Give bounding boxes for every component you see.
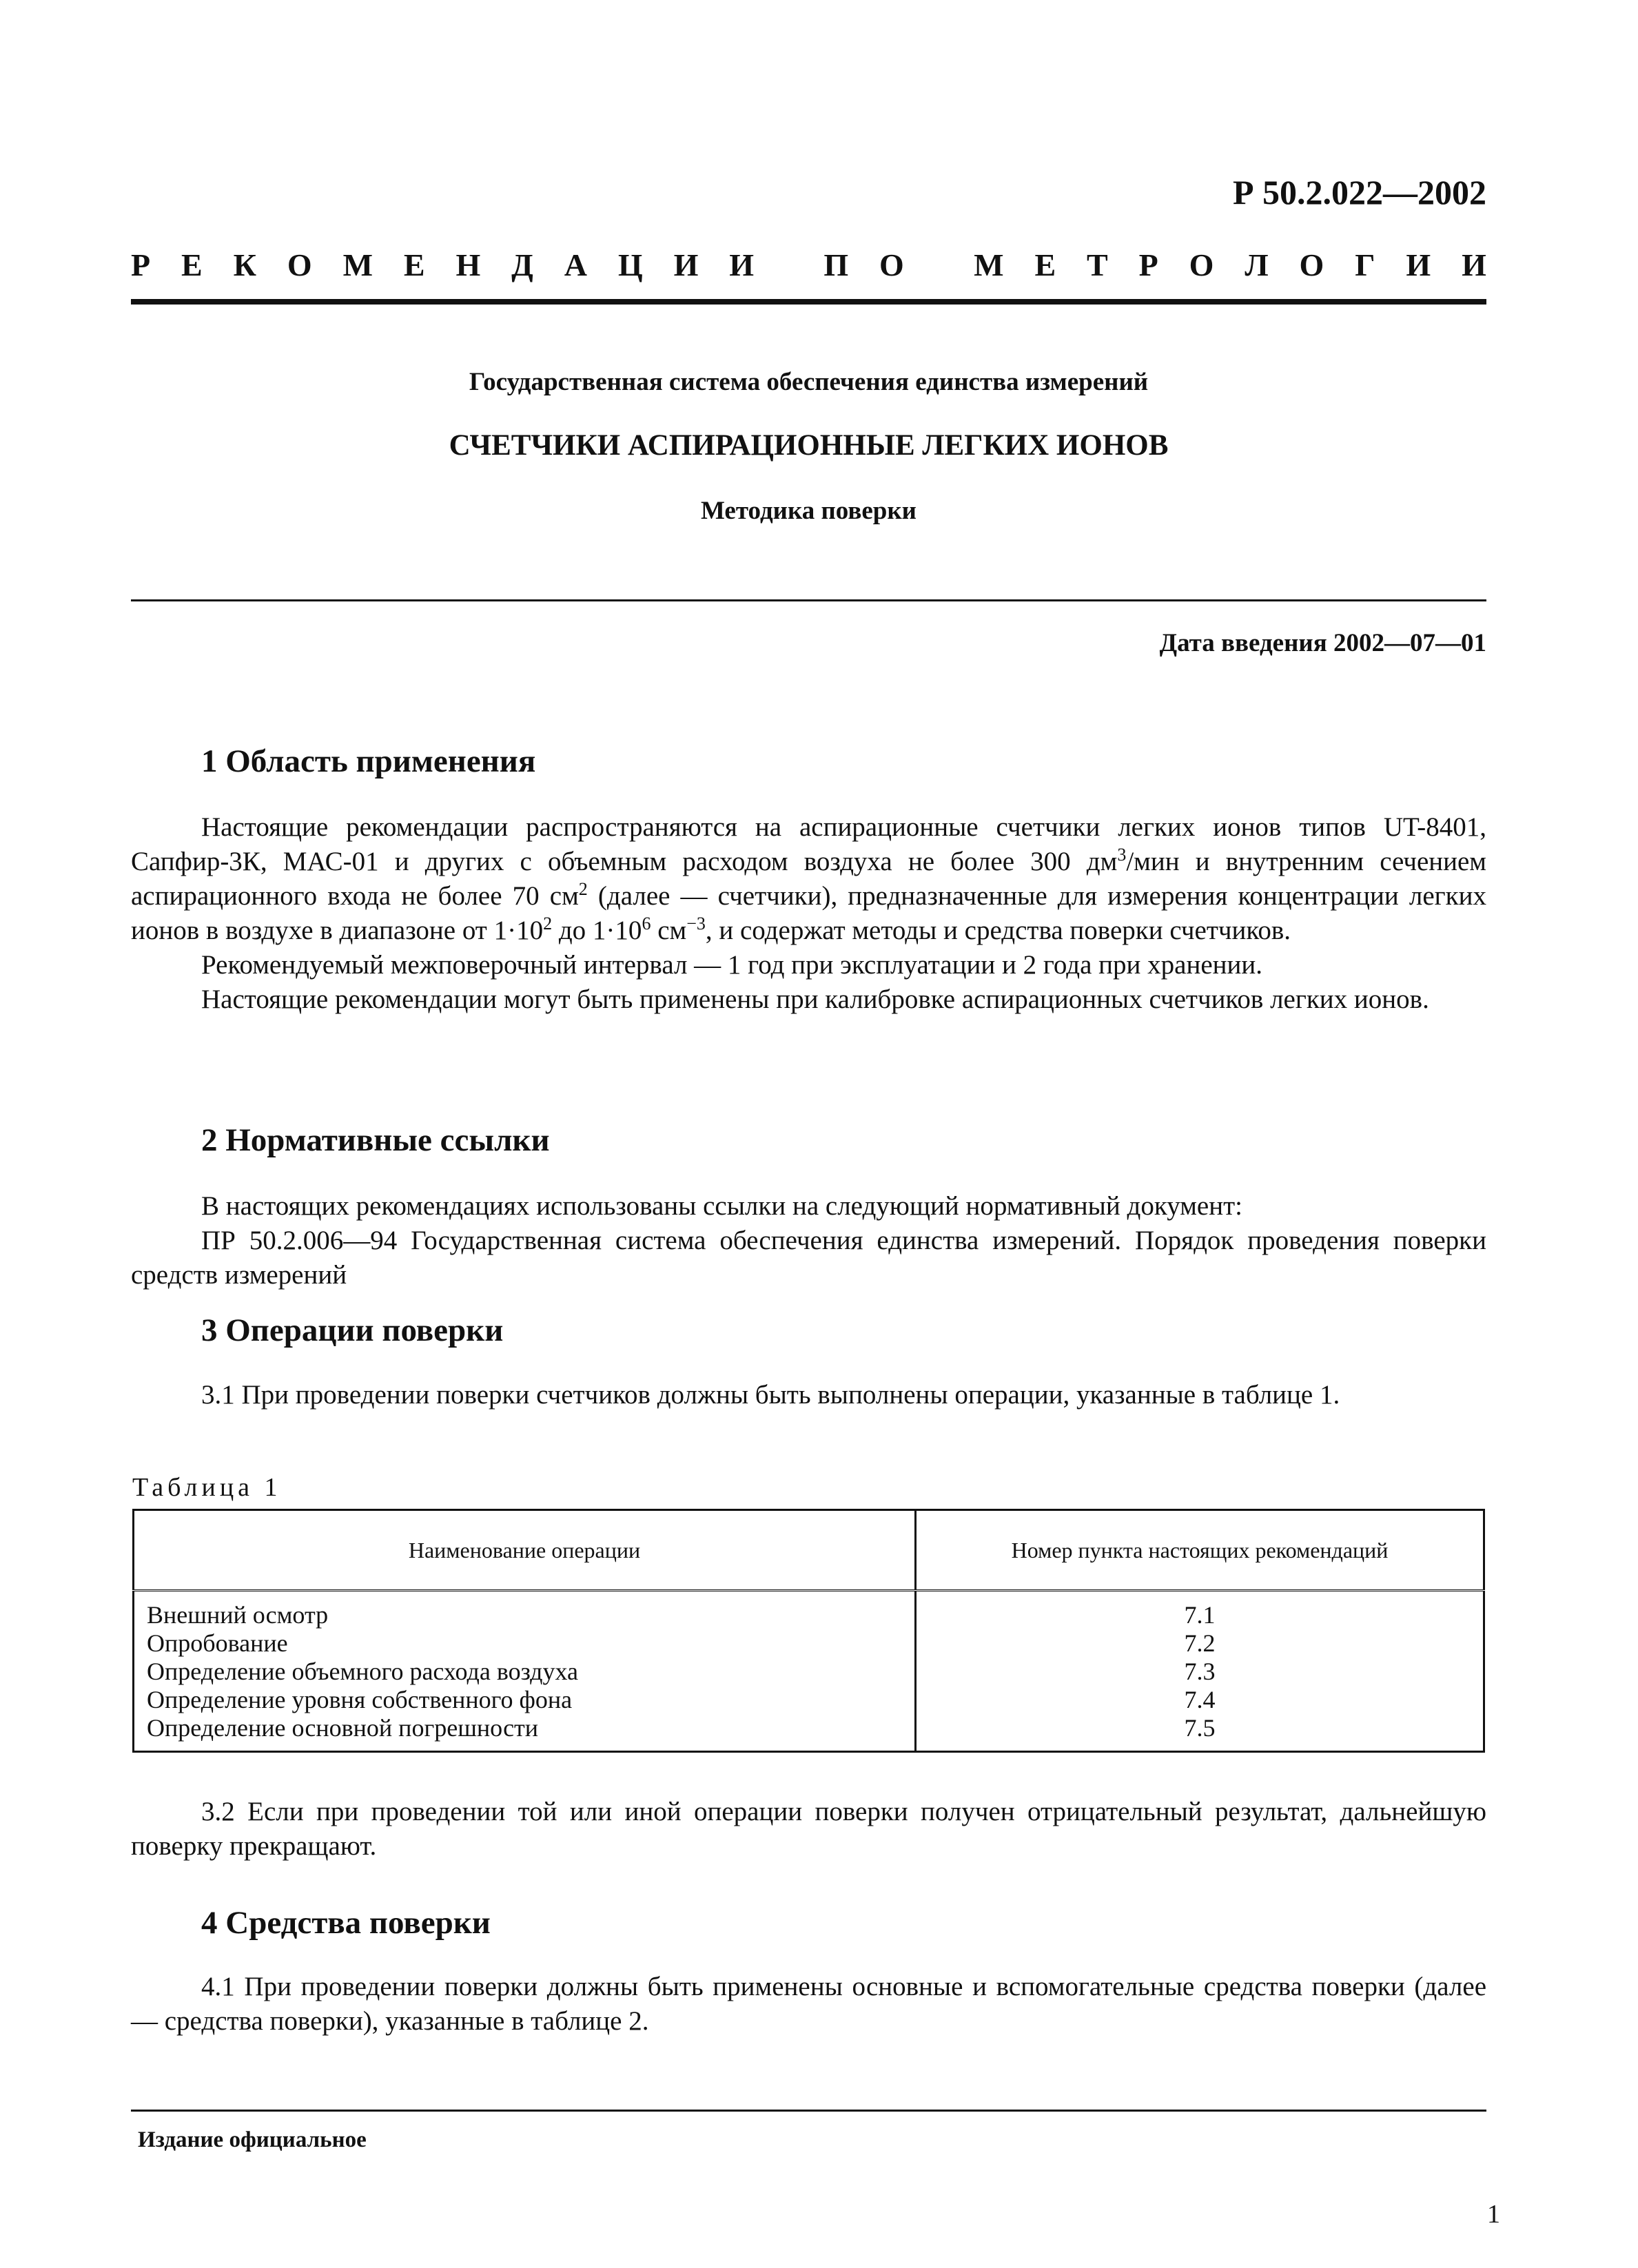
- table-row: [134, 1591, 1484, 1752]
- edition-note: Издание официальное: [138, 2127, 367, 2152]
- section-1-paragraph-3: Настоящие рекомендации могут быть применены при калибровке аспирационных счетчиков легких ионов.: [201, 984, 1429, 1014]
- series-letter: И: [1406, 247, 1431, 282]
- section-1-paragraph-1: Настоящие рекомендации распространяются на аспирационные счетчики легких ионов типов UT-8401, Сапфир-3К, МАС-01 и других с объемным расходом воздуха не более 300 $дм^3$/мин и внутренним сечением аспирационного входа не более 70 $см^2$ (далее — счетчики), предназначенные для измерения концентрации легких ионов в воздухе в диапазоне от $1\cdot 10^2$ до $1\cdot 10^6$ $см^{-3}$, и содержат методы и средства поверки счетчиков.: [131, 812, 1486, 945]
- section-4-paragraph-1: 4.1 При проведении поверки должны быть применены основные и вспомогательные средства поверки (далее — средства поверки), указанные в таблице 2.: [131, 1972, 1486, 2036]
- series-letter: Д: [511, 247, 533, 282]
- footer-rule: [131, 2110, 1486, 2112]
- system-title: Государственная система обеспечения единства измерений: [469, 368, 1149, 396]
- series-letter: Р: [1138, 247, 1158, 282]
- document-subtitle: Методика поверки: [700, 497, 917, 525]
- series-letter: [785, 247, 793, 283]
- series-letter: Н: [455, 247, 481, 282]
- doc-number: Р 50.2.022—2002: [1232, 173, 1486, 212]
- section-1-body: [131, 810, 1486, 1017]
- page-number: 1: [1487, 2200, 1500, 2229]
- header-rule: [131, 299, 1486, 305]
- table-1-operations-cell: Внешний осмотр Опробование Определение объемного расхода воздуха Определение уровня собственного фона Определение основной погрешности: [134, 1591, 916, 1752]
- series-letter: М: [974, 247, 1004, 282]
- section-2-paragraph-1: В настоящих рекомендациях использованы ссылки на следующий нормативный документ:: [201, 1191, 1242, 1221]
- series-letter: К: [233, 247, 256, 282]
- table-1-header-operation: Наименование операции: [134, 1510, 916, 1591]
- series-letter: И: [729, 247, 755, 282]
- series-letter: О: [1189, 247, 1214, 282]
- section-4-heading: 4 Средства поверки: [201, 1905, 491, 1941]
- section-1-heading: 1 Область применения: [201, 743, 536, 779]
- series-letter: О: [879, 247, 904, 282]
- series-letter: Р: [131, 247, 151, 282]
- section-2-paragraph-2: ПР 50.2.006—94 Государственная система обеспечения единства измерений. Порядок проведения поверки средств измерений: [131, 1226, 1486, 1290]
- section-2-body: [131, 1189, 1486, 1292]
- series-title: [131, 247, 1486, 283]
- section-1-paragraph-2: Рекомендуемый межповерочный интервал — 1 год при эксплуатации и 2 года при хранении.: [201, 950, 1263, 980]
- series-letter: Л: [1245, 247, 1269, 282]
- table-1-caption: Таблица 1: [132, 1473, 282, 1502]
- title-rule: [131, 599, 1486, 601]
- section-2-heading: 2 Нормативные ссылки: [201, 1122, 550, 1158]
- section-3-heading: 3 Операции поверки: [201, 1312, 504, 1348]
- series-letter: Ц: [617, 247, 643, 282]
- series-letter: И: [1462, 247, 1486, 282]
- section-3-paragraph-1: 3.1 При проведении поверки счетчиков должны быть выполнены операции, указанные в таблице 1.: [201, 1380, 1340, 1410]
- series-letter: [935, 247, 943, 283]
- series-letter: Г: [1355, 247, 1375, 282]
- section-3-paragraph-2: 3.2 Если при проведении той или иной операции поверки получен отрицательный результат, дальнейшую поверку прекращают.: [131, 1797, 1486, 1861]
- table-1-clauses-cell: 7.1 7.2 7.3 7.4 7.5: [1184, 1601, 1216, 1742]
- intro-date: Дата введения 2002—07—01: [1159, 629, 1486, 657]
- series-letter: И: [673, 247, 699, 282]
- series-letter: Е: [181, 247, 203, 282]
- series-letter: О: [1299, 247, 1324, 282]
- table-1-header-clause: Номер пункта настоящих рекомендаций: [916, 1510, 1484, 1591]
- series-letter: Т: [1087, 247, 1108, 282]
- table-1: [132, 1509, 1485, 1753]
- series-letter: А: [564, 247, 587, 282]
- series-letter: М: [342, 247, 373, 282]
- series-letter: П: [823, 247, 849, 282]
- series-letter: О: [287, 247, 312, 282]
- series-letter: Е: [1034, 247, 1056, 282]
- document-title: СЧЕТЧИКИ АСПИРАЦИОННЫЕ ЛЕГКИХ ИОНОВ: [449, 429, 1169, 462]
- series-letter: Е: [403, 247, 425, 282]
